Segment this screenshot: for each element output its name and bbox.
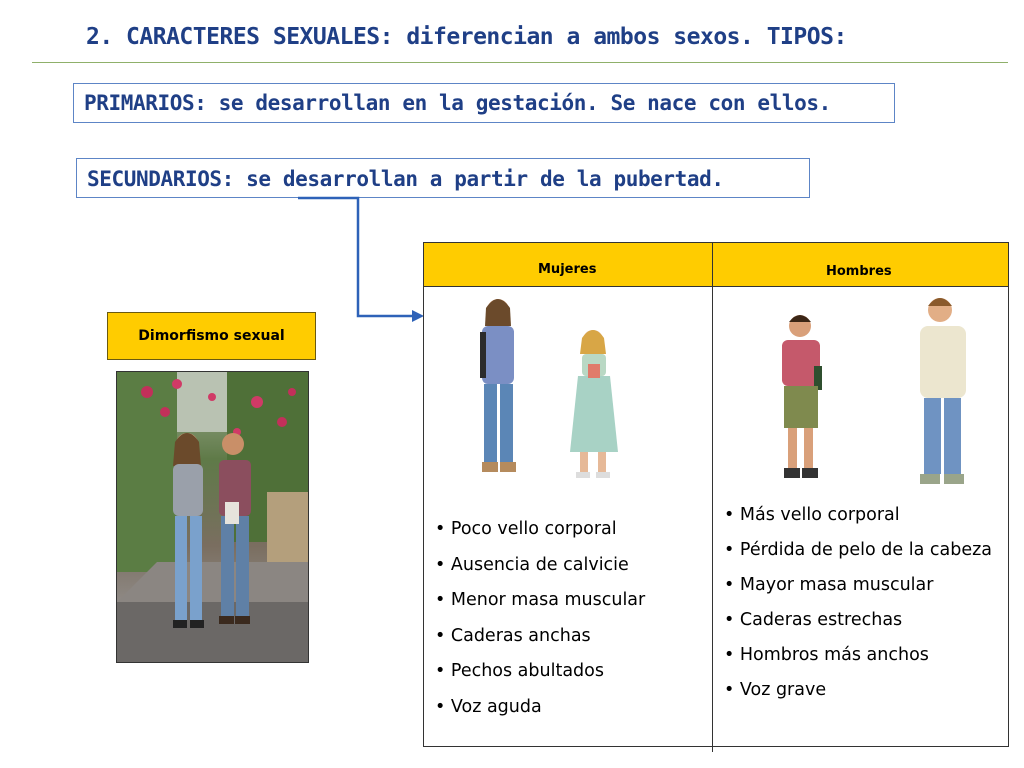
list-item: • Caderas estrechas (724, 610, 903, 630)
list-item: • Pérdida de pelo de la cabeza (724, 540, 992, 560)
hombres-header: Hombres (826, 264, 892, 279)
mujeres-header: Mujeres (538, 262, 597, 277)
list-item: • Caderas anchas (435, 625, 591, 646)
mujeres-traits-list (435, 512, 705, 725)
list-item: • Voz grave (724, 680, 827, 700)
list-item: • Ausencia de calvicie (435, 554, 629, 575)
list-item: • Pechos abultados (435, 661, 604, 681)
list-item: • Voz aguda (435, 696, 542, 717)
couple-photo (116, 371, 309, 663)
table-header-row (423, 242, 1009, 287)
hombres-traits-list (724, 498, 994, 708)
slide-title: 2. CARACTERES SEXUALES: diferencian a ambos sexos. TIPOS: (86, 24, 847, 50)
list-item: • Hombros más anchos (724, 645, 929, 665)
list-item: • Más vello corporal (724, 505, 900, 525)
list-item: • Mayor masa muscular (724, 575, 934, 595)
dimorfismo-label: Dimorfismo sexual (107, 312, 316, 360)
secundarios-box: SECUNDARIOS: se desarrollan a partir de la pubertad. (76, 158, 810, 198)
primarios-box: PRIMARIOS: se desarrollan en la gestación. Se nace con ellos. (73, 83, 895, 123)
column-divider (712, 242, 713, 752)
list-item: • Menor masa muscular (435, 590, 646, 610)
title-underline (32, 62, 1008, 63)
list-item: • Poco vello corporal (435, 519, 617, 539)
